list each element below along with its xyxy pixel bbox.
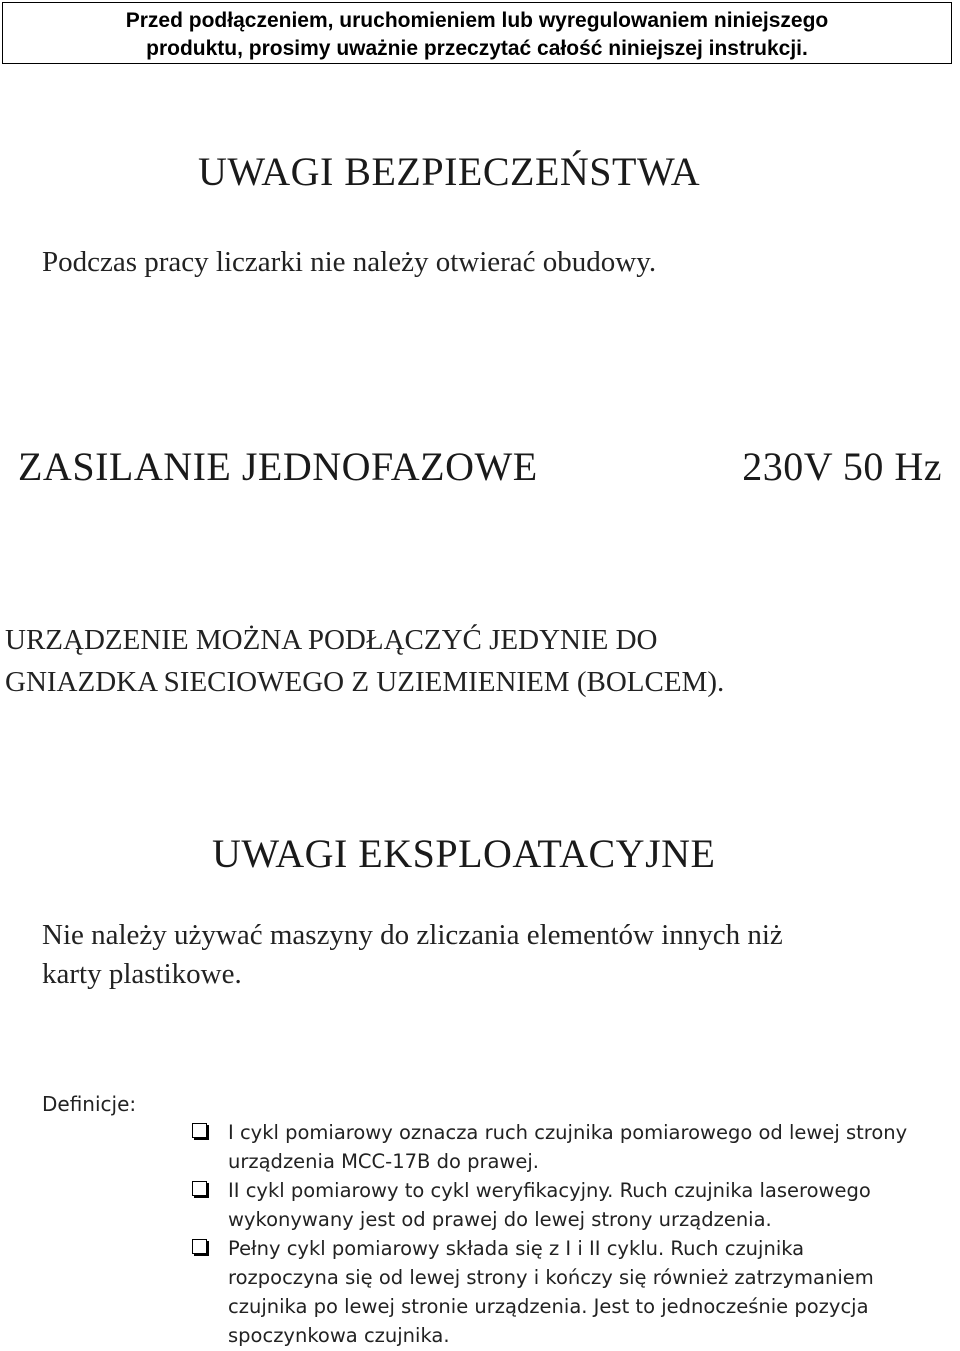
definition-line: I cykl pomiarowy oznacza ruch czujnika pomiarowego od lewej strony [228,1121,908,1144]
notice-box [2,2,952,64]
checkbox-bullet-icon [192,1181,207,1196]
definition-line: II cykl pomiarowy to cykl weryfikacyjny. Ruch czujnika laserowego [228,1179,871,1202]
operation-heading: UWAGI EKSPLOATACYJNE [212,831,716,876]
power-value: 230V 50 Hz [742,444,942,489]
checkbox-bullet-icon [192,1123,207,1138]
definitions-list [190,1118,950,1350]
checkbox-bullet-icon [192,1239,207,1254]
definition-line: rozpoczyna się od lewej strony i kończy się również zatrzymaniem [228,1266,874,1289]
definitions-label: Definicje: [42,1092,137,1116]
notice-line-1: Przed podłączeniem, uruchomieniem lub wyregulowaniem niniejszego [125,9,829,32]
power-note-line-1: URZĄDZENIE MOŻNA PODŁĄCZYĆ JEDYNIE DO [5,624,658,656]
notice-line-2: produktu, prosimy uważnie przeczytać całość niniejszej instrukcji. [146,37,808,60]
safety-text: Podczas pracy liczarki nie należy otwierać obudowy. [42,246,657,278]
operation-text-line-1: Nie należy używać maszyny do zliczania elementów innych niż [42,919,783,951]
list-item [190,1118,950,1176]
list-item [190,1176,950,1234]
definition-line: urządzenia MCC-17B do prawej. [228,1150,539,1173]
definition-line: spoczynkowa czujnika. [228,1324,450,1347]
definition-line: Pełny cykl pomiarowy składa się z I i II cyklu. Ruch czujnika [228,1237,805,1260]
definition-line: czujnika po lewej stronie urządzenia. Jest to jednocześnie pozycja [228,1295,869,1318]
definition-line: wykonywany jest od prawej do lewej strony urządzenia. [228,1208,772,1231]
power-label: ZASILANIE JEDNOFAZOWE [18,444,538,489]
safety-heading: UWAGI BEZPIECZEŃSTWA [198,149,701,194]
power-note-line-2: GNIAZDKA SIECIOWEGO Z UZIEMIENIEM (BOLCEM). [5,666,725,698]
operation-text-line-2: karty plastikowe. [42,958,242,990]
list-item [190,1234,950,1350]
